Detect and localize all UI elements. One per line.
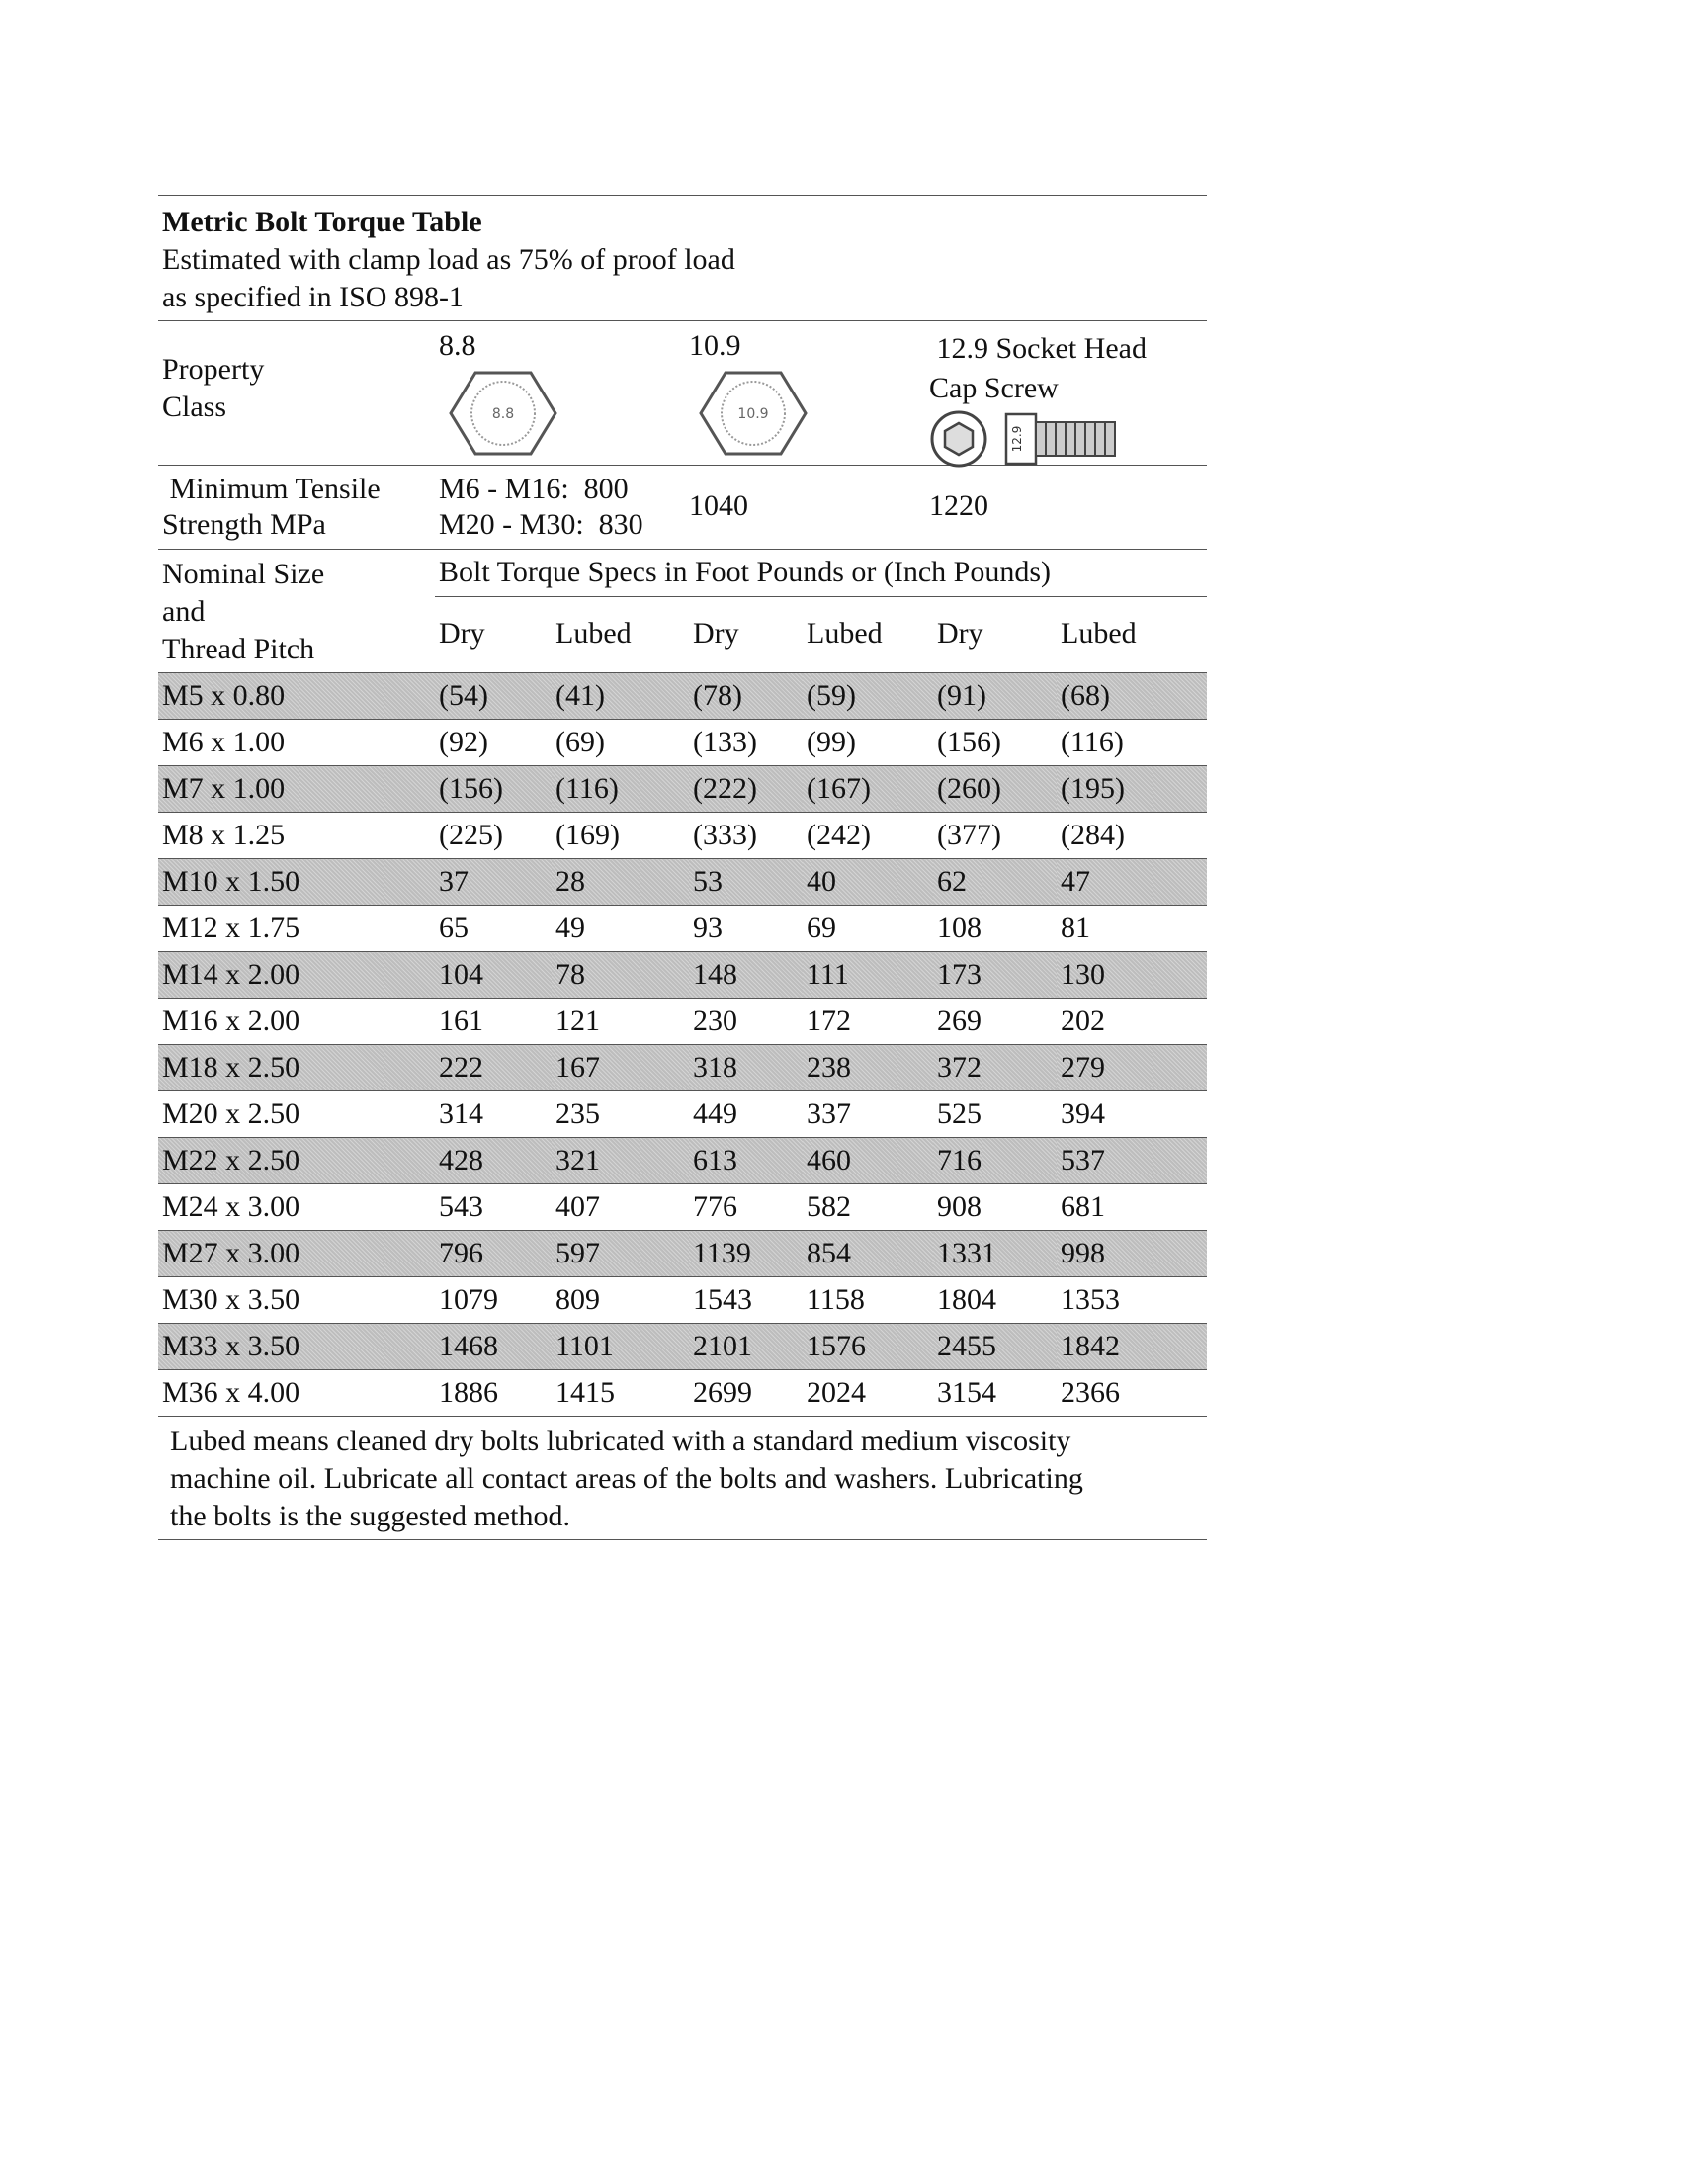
icon-129-text: 12.9 — [1010, 425, 1024, 453]
torque-value-cell: 809 — [552, 1277, 689, 1324]
torque-value-cell: 796 — [435, 1231, 552, 1277]
torque-value-cell: 62 — [933, 859, 1057, 906]
torque-value-cell: (225) — [435, 813, 552, 859]
property-class-label-line2: Class — [162, 391, 227, 423]
torque-data-table — [158, 673, 1207, 1417]
torque-value-cell: 716 — [933, 1138, 1057, 1184]
torque-value-cell: 108 — [933, 906, 1057, 952]
torque-value-cell: (167) — [803, 766, 933, 813]
thread-size-cell: M16 x 2.00 — [158, 999, 435, 1045]
subtitle-line-1: Estimated with clamp load as 75% of proof load — [162, 243, 735, 276]
torque-value-cell: 2101 — [689, 1324, 803, 1370]
torque-value-cell: 537 — [1057, 1138, 1207, 1184]
thread-size-cell: M6 x 1.00 — [158, 720, 435, 766]
tensile-109: 1040 — [689, 489, 748, 522]
torque-value-cell: 172 — [803, 999, 933, 1045]
torque-value-cell: 279 — [1057, 1045, 1207, 1091]
class-129-label-line2: Cap Screw — [929, 372, 1059, 404]
torque-value-cell: 167 — [552, 1045, 689, 1091]
torque-value-cell: 1576 — [803, 1324, 933, 1370]
torque-value-cell: 543 — [435, 1184, 552, 1231]
torque-value-cell: (133) — [689, 720, 803, 766]
tensile-label — [162, 472, 381, 543]
class-88-label: 8.8 — [439, 329, 476, 362]
nominal-label-line2: and — [162, 595, 206, 628]
table-row — [158, 859, 1207, 906]
thread-size-cell: M30 x 3.50 — [158, 1277, 435, 1324]
torque-value-cell: 202 — [1057, 999, 1207, 1045]
socket-head-cap-screw-icon — [929, 408, 1127, 470]
property-class-label — [162, 351, 264, 426]
torque-value-cell: 1886 — [435, 1370, 552, 1417]
torque-value-cell: 37 — [435, 859, 552, 906]
thread-size-cell: M10 x 1.50 — [158, 859, 435, 906]
table-row — [158, 673, 1207, 720]
nominal-label-line3: Thread Pitch — [162, 633, 315, 665]
thread-size-cell: M12 x 1.75 — [158, 906, 435, 952]
torque-value-cell: 372 — [933, 1045, 1057, 1091]
header-129-dry: Dry — [937, 617, 983, 650]
torque-value-cell: 53 — [689, 859, 803, 906]
torque-value-cell: (169) — [552, 813, 689, 859]
torque-value-cell: 2366 — [1057, 1370, 1207, 1417]
torque-value-cell: 2699 — [689, 1370, 803, 1417]
torque-value-cell: 321 — [552, 1138, 689, 1184]
torque-table-document — [158, 195, 1207, 1540]
torque-value-cell: 1079 — [435, 1277, 552, 1324]
torque-value-cell: 1331 — [933, 1231, 1057, 1277]
torque-value-cell: (195) — [1057, 766, 1207, 813]
tensile-88 — [439, 472, 643, 543]
hex-bolt-109-icon — [689, 363, 817, 464]
tensile-label-line1: Minimum Tensile — [162, 473, 381, 505]
torque-value-cell: 1415 — [552, 1370, 689, 1417]
torque-value-cell: 1139 — [689, 1231, 803, 1277]
torque-value-cell: (59) — [803, 673, 933, 720]
torque-value-cell: 613 — [689, 1138, 803, 1184]
torque-value-cell: 28 — [552, 859, 689, 906]
torque-data-body — [158, 673, 1207, 1417]
nominal-label-line1: Nominal Size — [162, 558, 325, 590]
thread-size-cell: M20 x 2.50 — [158, 1091, 435, 1138]
bottom-rule — [158, 1539, 1207, 1540]
torque-value-cell: 121 — [552, 999, 689, 1045]
subtitle-line-2: as specified in ISO 898-1 — [162, 281, 464, 313]
torque-value-cell: 104 — [435, 952, 552, 999]
table-row — [158, 906, 1207, 952]
torque-value-cell: 49 — [552, 906, 689, 952]
torque-value-cell: 1158 — [803, 1277, 933, 1324]
torque-value-cell: 130 — [1057, 952, 1207, 999]
torque-value-cell: 854 — [803, 1231, 933, 1277]
torque-value-cell: (99) — [803, 720, 933, 766]
nominal-size-label — [162, 556, 324, 668]
table-row — [158, 813, 1207, 859]
torque-value-cell: 525 — [933, 1091, 1057, 1138]
table-row — [158, 1091, 1207, 1138]
tensile-129: 1220 — [929, 489, 988, 522]
torque-value-cell: (41) — [552, 673, 689, 720]
header-109-lubed: Lubed — [807, 617, 883, 650]
thread-size-cell: M18 x 2.50 — [158, 1045, 435, 1091]
torque-value-cell: 173 — [933, 952, 1057, 999]
header-129-lubed: Lubed — [1061, 617, 1137, 650]
torque-value-cell: 998 — [1057, 1231, 1207, 1277]
torque-value-cell: 269 — [933, 999, 1057, 1045]
torque-value-cell: 2455 — [933, 1324, 1057, 1370]
table-row — [158, 952, 1207, 999]
torque-value-cell: 318 — [689, 1045, 803, 1091]
torque-value-cell: 2024 — [803, 1370, 933, 1417]
thread-size-cell: M7 x 1.00 — [158, 766, 435, 813]
table-row — [158, 1138, 1207, 1184]
tensile-88-line1: M6 - M16: 800 — [439, 473, 629, 505]
torque-spec-heading: Bolt Torque Specs in Foot Pounds or (Inch Pounds) — [439, 556, 1052, 588]
torque-value-cell: (260) — [933, 766, 1057, 813]
torque-value-cell: (377) — [933, 813, 1057, 859]
class-88 — [439, 329, 567, 464]
torque-value-cell: 908 — [933, 1184, 1057, 1231]
torque-value-cell: 81 — [1057, 906, 1207, 952]
title-block — [158, 196, 1207, 320]
torque-value-cell: (242) — [803, 813, 933, 859]
torque-value-cell: (284) — [1057, 813, 1207, 859]
torque-value-cell: 78 — [552, 952, 689, 999]
torque-value-cell: (333) — [689, 813, 803, 859]
torque-value-cell: 407 — [552, 1184, 689, 1231]
torque-value-cell: (91) — [933, 673, 1057, 720]
thread-size-cell: M8 x 1.25 — [158, 813, 435, 859]
class-129 — [929, 329, 1147, 470]
table-row — [158, 1324, 1207, 1370]
tensile-88-line2: M20 - M30: 830 — [439, 508, 643, 541]
torque-value-cell: 460 — [803, 1138, 933, 1184]
property-class-label-line1: Property — [162, 353, 265, 386]
thread-size-cell: M24 x 3.00 — [158, 1184, 435, 1231]
class-109 — [689, 329, 817, 464]
torque-value-cell: (222) — [689, 766, 803, 813]
torque-value-cell: 40 — [803, 859, 933, 906]
torque-value-cell: 1101 — [552, 1324, 689, 1370]
table-row — [158, 999, 1207, 1045]
torque-value-cell: 93 — [689, 906, 803, 952]
table-row — [158, 766, 1207, 813]
torque-value-cell: 337 — [803, 1091, 933, 1138]
thread-size-cell: M5 x 0.80 — [158, 673, 435, 720]
torque-value-cell: 161 — [435, 999, 552, 1045]
torque-value-cell: (116) — [1057, 720, 1207, 766]
torque-value-cell: 111 — [803, 952, 933, 999]
thread-size-cell: M22 x 2.50 — [158, 1138, 435, 1184]
table-row — [158, 1370, 1207, 1417]
torque-value-cell: 230 — [689, 999, 803, 1045]
torque-value-cell: (69) — [552, 720, 689, 766]
torque-value-cell: (68) — [1057, 673, 1207, 720]
torque-value-cell: 394 — [1057, 1091, 1207, 1138]
torque-value-cell: 1353 — [1057, 1277, 1207, 1324]
hex-bolt-88-icon — [439, 363, 567, 464]
footnote-line2: machine oil. Lubricate all contact areas of the bolts and washers. Lubricating — [170, 1462, 1083, 1495]
torque-value-cell: (156) — [435, 766, 552, 813]
table-row — [158, 720, 1207, 766]
lubrication-footnote — [158, 1417, 1207, 1539]
icon-109-text: 10.9 — [737, 406, 769, 422]
icon-88-text: 8.8 — [491, 406, 515, 422]
header-88-dry: Dry — [439, 617, 485, 650]
class-109-label: 10.9 — [689, 329, 741, 362]
thread-size-cell: M14 x 2.00 — [158, 952, 435, 999]
torque-value-cell: 69 — [803, 906, 933, 952]
thread-size-cell: M36 x 4.00 — [158, 1370, 435, 1417]
torque-value-cell: 65 — [435, 906, 552, 952]
torque-value-cell: (78) — [689, 673, 803, 720]
torque-value-cell: 428 — [435, 1138, 552, 1184]
torque-value-cell: 776 — [689, 1184, 803, 1231]
torque-value-cell: 1543 — [689, 1277, 803, 1324]
torque-value-cell: 314 — [435, 1091, 552, 1138]
thread-size-cell: M27 x 3.00 — [158, 1231, 435, 1277]
torque-value-cell: (116) — [552, 766, 689, 813]
table-title: Metric Bolt Torque Table — [162, 206, 482, 238]
torque-value-cell: 47 — [1057, 859, 1207, 906]
thread-size-cell: M33 x 3.50 — [158, 1324, 435, 1370]
column-header-row — [158, 550, 1207, 672]
tensile-strength-row — [158, 466, 1207, 549]
table-row — [158, 1231, 1207, 1277]
torque-value-cell: 582 — [803, 1184, 933, 1231]
property-class-row — [158, 321, 1207, 465]
torque-value-cell: 1804 — [933, 1277, 1057, 1324]
torque-value-cell: 3154 — [933, 1370, 1057, 1417]
footnote-line3: the bolts is the suggested method. — [170, 1500, 570, 1532]
torque-value-cell: 1842 — [1057, 1324, 1207, 1370]
torque-value-cell: 597 — [552, 1231, 689, 1277]
torque-value-cell: 222 — [435, 1045, 552, 1091]
torque-value-cell: 449 — [689, 1091, 803, 1138]
header-109-dry: Dry — [693, 617, 739, 650]
torque-value-cell: 235 — [552, 1091, 689, 1138]
torque-value-cell: 1468 — [435, 1324, 552, 1370]
table-row — [158, 1277, 1207, 1324]
torque-value-cell: 148 — [689, 952, 803, 999]
class-129-label-line1: 12.9 Socket Head — [929, 332, 1147, 365]
torque-value-cell: (54) — [435, 673, 552, 720]
header-88-lubed: Lubed — [555, 617, 632, 650]
footnote-line1: Lubed means cleaned dry bolts lubricated with a standard medium viscosity — [170, 1425, 1071, 1457]
torque-value-cell: 238 — [803, 1045, 933, 1091]
torque-value-cell: 681 — [1057, 1184, 1207, 1231]
table-row — [158, 1184, 1207, 1231]
tensile-label-line2: Strength MPa — [162, 508, 326, 541]
torque-value-cell: (156) — [933, 720, 1057, 766]
spec-subrule — [435, 596, 1207, 597]
table-row — [158, 1045, 1207, 1091]
torque-value-cell: (92) — [435, 720, 552, 766]
